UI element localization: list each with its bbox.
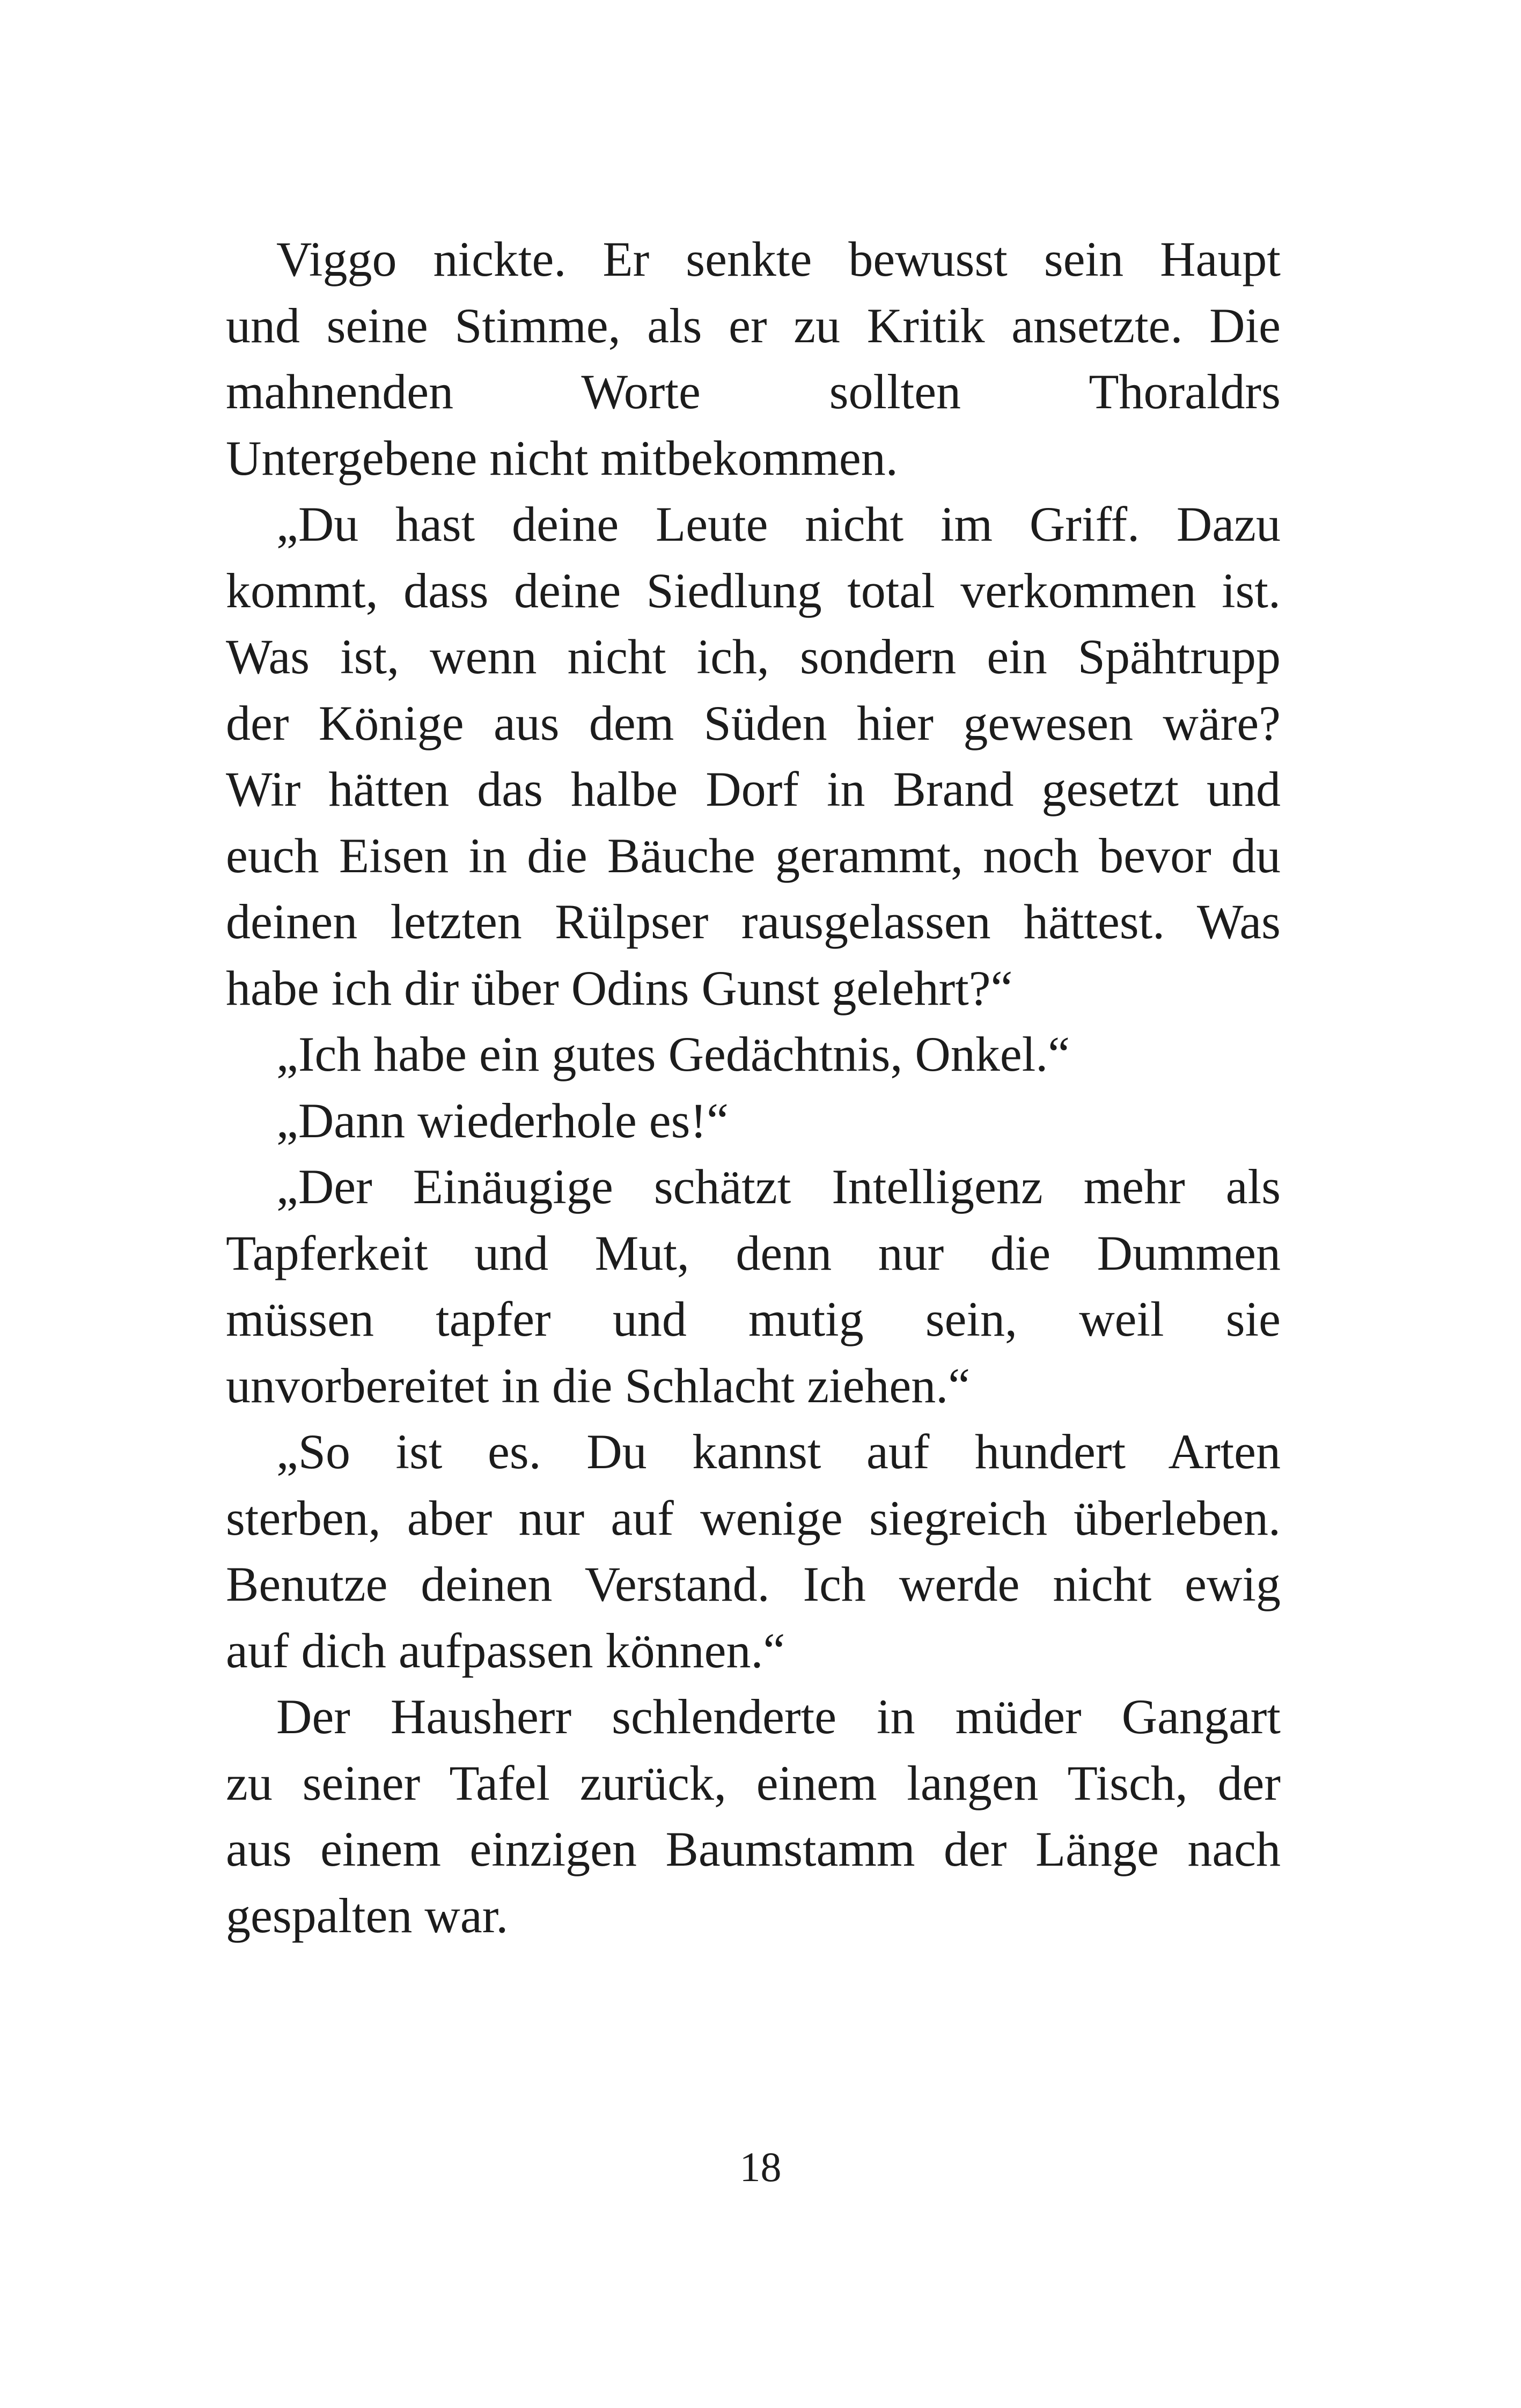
text-line: „Dann wiederhole es!“: [276, 1093, 729, 1148]
text-line: und seine Stimme, als er zu Kritik ansetzte. Die: [226, 298, 1281, 353]
text-line: „Ich habe ein gutes Gedächtnis, Onkel.“: [276, 1027, 1070, 1081]
page-number: 18: [739, 2144, 782, 2190]
paragraph: [226, 491, 1281, 1021]
text-line: Benutze deinen Verstand. Ich werde nicht ewig: [226, 1557, 1281, 1611]
text-line: euch Eisen in die Bäuche gerammt, noch bevor du: [226, 828, 1281, 883]
paragraph: [226, 1684, 1281, 1949]
text-line: unvorbereitet in die Schlacht ziehen.“: [226, 1358, 971, 1413]
text-line: Viggo nickte. Er senkte bewusst sein Haupt: [276, 232, 1281, 286]
text-line: der Könige aus dem Süden hier gewesen wäre?: [226, 695, 1281, 750]
paragraph: [226, 1088, 1281, 1154]
paragraph: [226, 1021, 1281, 1088]
text-line: deinen letzten Rülpser rausgelassen hättest. Was: [226, 894, 1281, 949]
text-line: habe ich dir über Odins Gunst gelehrt?“: [226, 960, 1013, 1015]
paragraph: [226, 226, 1281, 491]
body-text: [226, 226, 1281, 1949]
text-line: zu seiner Tafel zurück, einem langen Tisch, der: [226, 1755, 1281, 1810]
text-line: „Du hast deine Leute nicht im Griff. Dazu: [276, 497, 1281, 551]
text-line: Der Hausherr schlenderte in müder Gangart: [276, 1689, 1281, 1744]
text-line: Tapferkeit und Mut, denn nur die Dummen: [226, 1225, 1281, 1280]
text-line: „So ist es. Du kannst auf hundert Arten: [276, 1424, 1281, 1479]
text-line: müssen tapfer und mutig sein, weil sie: [226, 1292, 1281, 1346]
text-line: sterben, aber nur auf wenige siegreich überleben.: [226, 1490, 1281, 1545]
text-line: kommt, dass deine Siedlung total verkommen ist.: [226, 563, 1281, 618]
text-line: Was ist, wenn nicht ich, sondern ein Spähtrupp: [226, 629, 1281, 684]
text-line: Untergebene nicht mitbekommen.: [226, 430, 898, 485]
text-line: Wir hätten das halbe Dorf in Brand gesetzt und: [226, 762, 1281, 816]
text-line: aus einem einzigen Baumstamm der Länge nach: [226, 1822, 1281, 1876]
text-line: gespalten war.: [226, 1888, 509, 1943]
text-line: auf dich aufpassen können.“: [226, 1623, 785, 1678]
text-line: mahnenden Worte sollten Thoraldrs: [226, 364, 1281, 419]
text-line: „Der Einäugige schätzt Intelligenz mehr als: [276, 1159, 1281, 1214]
paragraph: [226, 1154, 1281, 1419]
paragraph: [226, 1419, 1281, 1684]
